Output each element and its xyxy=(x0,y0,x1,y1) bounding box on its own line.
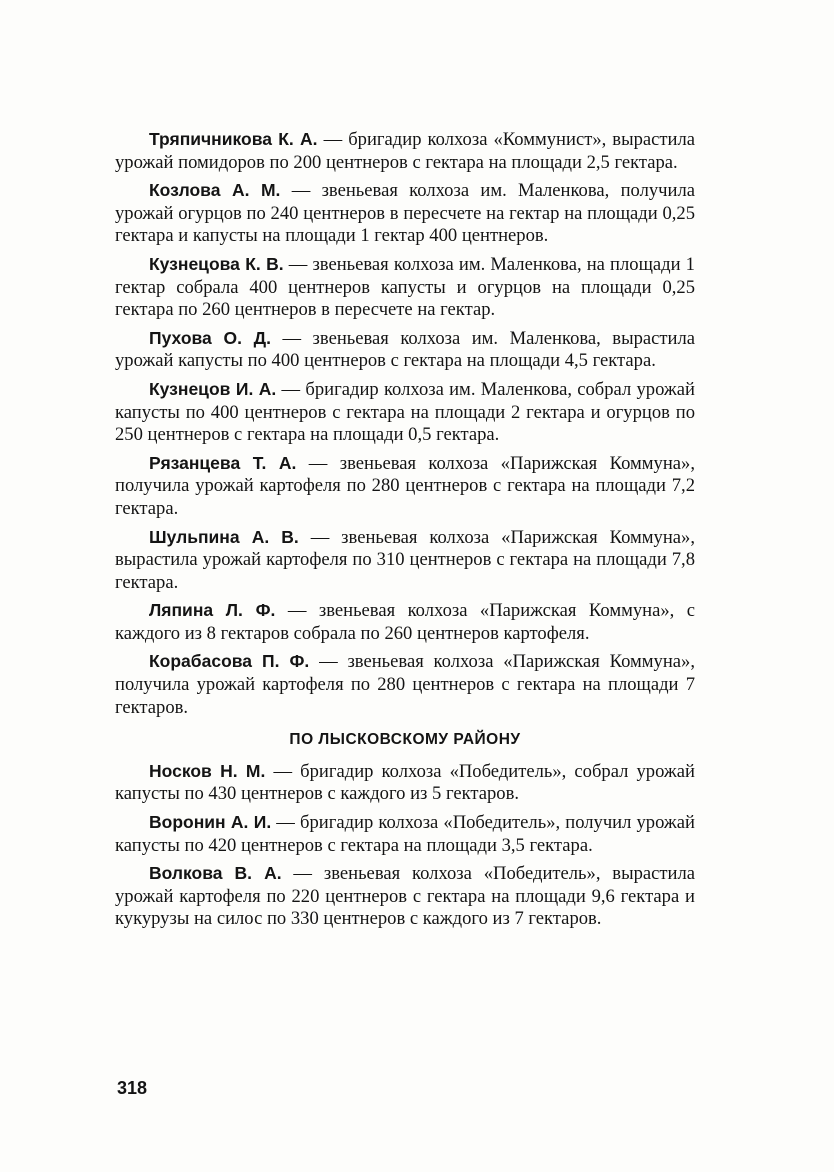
entry xyxy=(115,378,695,447)
entry-name: Волкова В. А. xyxy=(149,863,282,884)
entry-text: — звеньевая колхоза «Парижская Коммуна», с каждого из 8 гектаров собрала по 260 центнеров картофеля. xyxy=(115,600,695,644)
entry-text: — бригадир колхоза им. Маленкова, собрал урожай капусты по 400 центнеров с гектара на площади 2 гектара и огурцов по 250 центнеров с гектара на площади 0,5 гектара. xyxy=(115,378,695,446)
entry-name: Козлова А. М. xyxy=(149,180,281,201)
section-heading: ПО ЛЫСКОВСКОМУ РАЙОНУ xyxy=(289,731,521,749)
entry-text: — звеньевая колхоза «Парижская Коммуна», вырастила урожай картофеля по 310 центнеров с гектара на площади 7,8 гектара. xyxy=(115,526,695,593)
entry-text: — звеньевая колхоза «Победитель», вырастила урожай картофеля по 220 центнеров с гектара на площади 9,6 гектара и кукурузы на силос по 330 центнеров с каждого из 7 гектаров. xyxy=(115,863,695,930)
entry xyxy=(115,253,695,322)
entry-name: Тряпичникова К. А. xyxy=(149,129,318,149)
main-text xyxy=(115,128,695,936)
entry-name: Кузнецова К. В. xyxy=(149,253,284,274)
entry xyxy=(115,179,695,248)
entry xyxy=(115,811,695,857)
entry-name: Воронин А. И. xyxy=(149,812,272,833)
entry-name: Корабасова П. Ф. xyxy=(149,651,310,672)
entry xyxy=(115,128,695,174)
entry-text: — бригадир колхоза «Победитель», собрал урожай капусты по 430 центнеров с каждого из 5 гектаров. xyxy=(115,760,695,805)
entry xyxy=(115,327,695,373)
entry-name: Ляпина Л. Ф. xyxy=(149,600,276,621)
entry xyxy=(115,760,695,806)
entry xyxy=(115,862,695,931)
entry-text: — звеньевая колхоза им. Маленкова, вырастила урожай капусты по 400 центнеров с гектара на площади 4,5 гектара. xyxy=(115,327,695,372)
entry-name: Рязанцева Т. А. xyxy=(149,452,297,473)
entry-text: — бригадир колхоза «Победитель», получил урожай капусты по 420 центнеров с гектара на площади 3,5 гектара. xyxy=(115,812,695,856)
entry-name: Кузнецов И. А. xyxy=(149,378,277,399)
entry xyxy=(115,599,695,645)
entry-text: — звеньевая колхоза «Парижская Коммуна», получила урожай картофеля по 280 центнеров с гектара на площади 7 гектаров. xyxy=(115,651,695,718)
entry-text: — звеньевая колхоза им. Маленкова, на площади 1 гектар собрала 400 центнеров капусты и огурцов на площади 0,25 гектара по 260 центнеров в пересчете на гектар. xyxy=(115,253,695,321)
entry xyxy=(115,526,695,595)
entry xyxy=(115,452,695,521)
entry-name: Шульпина А. В. xyxy=(149,526,299,547)
entry-name: Носков Н. М. xyxy=(149,760,266,781)
entry-text: — бригадир колхоза «Коммунист», вырастила урожай помидоров по 200 центнеров с гектара на площади 2,5 гектара. xyxy=(115,129,695,173)
entry-name: Пухова О. Д. xyxy=(149,327,271,348)
page-number: 318 xyxy=(117,1078,148,1098)
entry-text: — звеньевая колхоза «Парижская Коммуна», получила урожай картофеля по 280 центнеров с гектара на площади 7,2 гектара. xyxy=(115,452,695,519)
entry xyxy=(115,650,695,719)
entry-text: — звеньевая колхоза им. Маленкова, получила урожай огурцов по 240 центнеров в пересчете на гектар на площади 0,25 гектара и капусты на площади 1 гектар 400 центнеров. xyxy=(115,180,695,247)
